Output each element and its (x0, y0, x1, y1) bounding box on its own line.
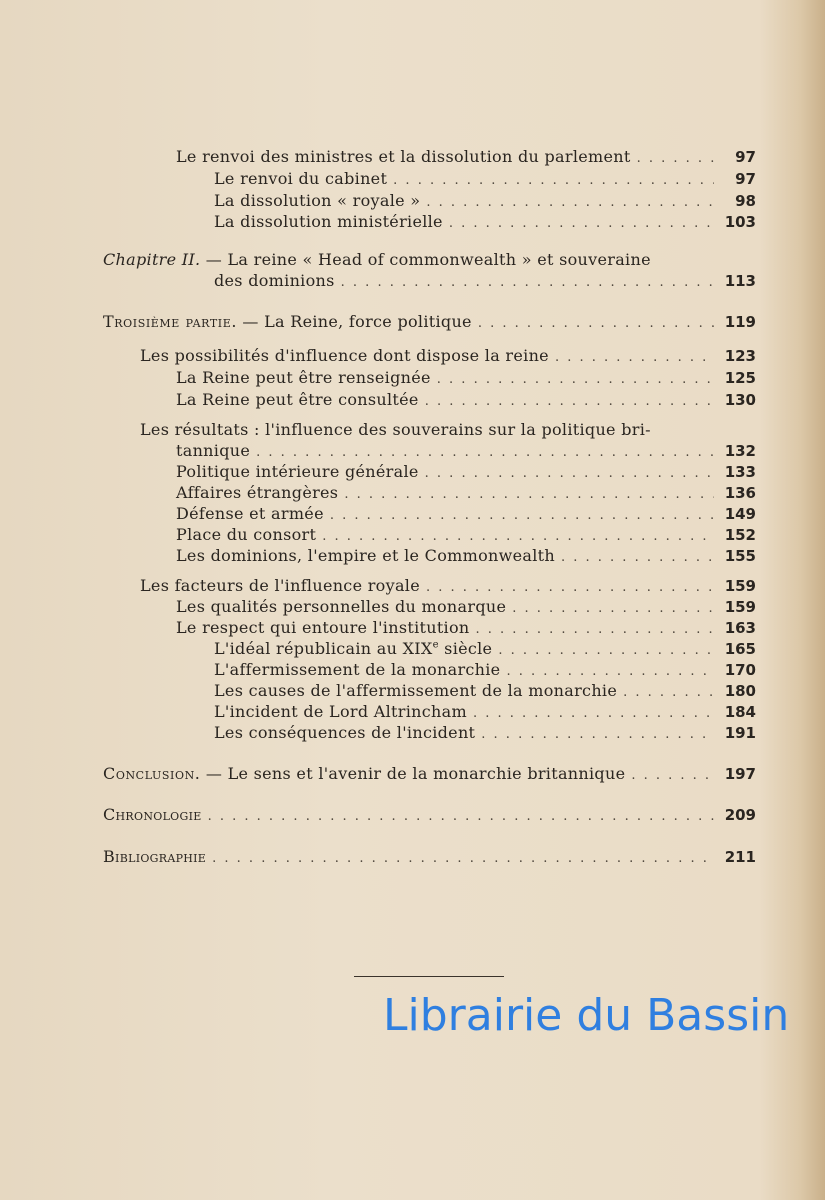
toc-entry (176, 504, 756, 526)
leader-dots (506, 664, 714, 679)
toc-entry (176, 618, 756, 640)
toc-page-number: 132 (724, 442, 756, 460)
leader-dots (330, 508, 714, 523)
leader-dots (512, 601, 714, 616)
toc-page-number: 209 (724, 806, 756, 824)
toc-page-number: 119 (724, 313, 756, 331)
toc-page-number: 97 (735, 148, 756, 166)
toc-entry (214, 271, 756, 293)
toc-entry (214, 702, 756, 724)
toc-page-number: 170 (724, 661, 756, 679)
toc-page-number: 180 (724, 682, 756, 700)
toc-page-number: 184 (724, 703, 756, 721)
toc-entry (176, 368, 756, 390)
toc-entry-title: L'affermissement de la monarchie (214, 660, 501, 679)
toc-entry-title: Les qualités personnelles du monarque (176, 597, 507, 616)
leader-dots (393, 173, 714, 188)
toc-page-number: 97 (735, 170, 756, 188)
toc-page-number: 98 (735, 192, 756, 210)
leader-dots (425, 466, 714, 481)
toc-page-number: 197 (724, 765, 756, 783)
toc-entry-title: Le renvoi du cabinet (214, 169, 388, 188)
leader-dots (555, 350, 714, 365)
toc-entry (176, 483, 756, 505)
part-title: — La Reine, force politique (242, 312, 472, 331)
leader-dots (623, 685, 714, 700)
part-heading (103, 312, 756, 334)
conclusion-heading (103, 764, 756, 786)
toc-entry (176, 546, 756, 568)
toc-entry (214, 681, 756, 703)
toc-page-number: 191 (724, 724, 756, 742)
leader-dots (344, 487, 714, 502)
toc-page-number: 149 (724, 505, 756, 523)
toc-entry (140, 576, 756, 598)
toc-page-number: 130 (724, 391, 756, 409)
toc-entry-title: Place du consort (176, 525, 317, 544)
toc-page-number: 159 (724, 577, 756, 595)
toc-entry (214, 660, 756, 682)
leader-dots (561, 550, 714, 565)
leader-dots (631, 768, 714, 783)
toc-entry-title: Le respect qui entoure l'institution (176, 618, 470, 637)
leader-dots (212, 851, 714, 866)
toc-entry-title: La dissolution « royale » (214, 191, 421, 210)
toc-page-number: 159 (724, 598, 756, 616)
toc-page-number: 155 (724, 547, 756, 565)
toc-entry (176, 597, 756, 619)
toc-page-number: 152 (724, 526, 756, 544)
leader-dots (426, 195, 714, 210)
toc-entry-title: La dissolution ministérielle (214, 212, 443, 231)
chapter-label: Chapitre II. (103, 250, 201, 269)
section-divider (354, 976, 504, 977)
watermark: Librairie du Bassin (383, 990, 790, 1041)
toc-entry-title: Les facteurs de l'influence royale (140, 576, 420, 595)
leader-dots (341, 275, 714, 290)
toc-entry (214, 639, 756, 661)
leader-dots (322, 529, 714, 544)
toc-entry (140, 346, 756, 368)
toc-entry-title: Affaires étrangères (176, 483, 339, 502)
toc-entry-title: Les possibilités d'influence dont dispose la reine (140, 346, 549, 365)
bibliography-label: Bibliographie (103, 847, 207, 866)
toc-page-number: 113 (724, 272, 756, 290)
toc-entry-title: Les résultats : l'influence des souverains sur la politique bri- (140, 420, 651, 439)
leader-dots (437, 372, 714, 387)
leader-dots (426, 580, 714, 595)
leader-dots (208, 809, 714, 824)
toc-entry (214, 191, 756, 213)
toc-entry-title: La Reine peut être renseignée (176, 368, 431, 387)
toc-entry (176, 525, 756, 547)
toc-entry (176, 390, 756, 412)
toc-entry-title: Les conséquences de l'incident (214, 723, 476, 742)
leader-dots (476, 622, 714, 637)
leader-dots (481, 727, 714, 742)
toc-page-number: 165 (724, 640, 756, 658)
toc-entry-title: Politique intérieure générale (176, 462, 419, 481)
toc-entry-title: Défense et armée (176, 504, 324, 523)
toc-page-number: 136 (724, 484, 756, 502)
chronology-label: Chronologie (103, 805, 202, 824)
toc-entry (176, 441, 756, 463)
toc-page-number: 123 (724, 347, 756, 365)
toc-page-number: 163 (724, 619, 756, 637)
chapter-title: — La reine « Head of commonwealth » et souveraine (205, 250, 651, 269)
toc-entry-title: des dominions (214, 271, 335, 290)
leader-dots (637, 151, 714, 166)
chapter-heading (103, 250, 651, 269)
toc-entry-title: Les causes de l'affermissement de la monarchie (214, 681, 618, 700)
toc-entry-title: Le renvoi des ministres et la dissolution du parlement (176, 147, 631, 166)
toc-entry-title: La Reine peut être consultée (176, 390, 419, 409)
toc-page-number: 125 (724, 369, 756, 387)
leader-dots (473, 706, 714, 721)
toc-entry-title: L'idéal républicain au XIXe siècle (214, 639, 493, 658)
toc-page-number: 103 (724, 213, 756, 231)
part-label: Troisième partie. (103, 312, 238, 331)
toc-entry (176, 462, 756, 484)
toc-entry (176, 147, 756, 169)
bibliography-heading (103, 847, 756, 869)
leader-dots (478, 316, 714, 331)
toc-page-number: 133 (724, 463, 756, 481)
toc-entry (214, 169, 756, 191)
toc-entry-title: L'incident de Lord Altrincham (214, 702, 467, 721)
leader-dots (498, 643, 714, 658)
chronology-heading (103, 805, 756, 827)
toc-entry-title: Les dominions, l'empire et le Commonwealth (176, 546, 555, 565)
toc-page-number: 211 (724, 848, 756, 866)
toc-entry (214, 723, 756, 745)
toc-entry (214, 212, 756, 234)
toc-entry-title: tannique (176, 441, 251, 460)
leader-dots (449, 216, 714, 231)
conclusion-title: — Le sens et l'avenir de la monarchie britannique (205, 764, 626, 783)
leader-dots (256, 445, 714, 460)
leader-dots (425, 394, 714, 409)
conclusion-label: Conclusion. (103, 764, 201, 783)
